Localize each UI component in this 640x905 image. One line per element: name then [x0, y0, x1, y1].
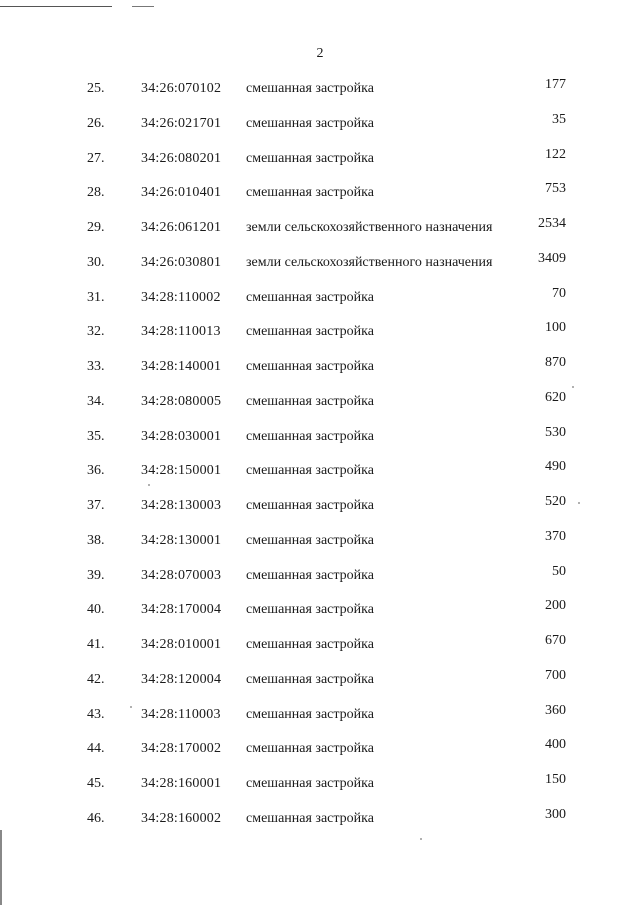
parcel-list	[0, 71, 640, 836]
land-use-type: смешанная застройка	[246, 115, 374, 131]
land-use-type: смешанная застройка	[246, 532, 374, 548]
row-number: 27.	[87, 150, 105, 166]
area-value: 753	[545, 181, 566, 197]
land-use-type: смешанная застройка	[246, 81, 374, 96]
cadastral-code: 34:28:110013	[141, 324, 221, 340]
table-row	[0, 592, 640, 627]
area-value: 300	[545, 806, 566, 822]
scan-artifact-edge	[0, 830, 2, 905]
land-use-type: смешанная застройка	[246, 463, 374, 479]
scan-speck	[420, 838, 422, 840]
land-use-type: смешанная застройка	[246, 498, 374, 513]
area-value: 70	[552, 285, 566, 301]
table-row	[0, 558, 640, 593]
table-row	[0, 71, 640, 106]
row-number: 38.	[87, 532, 105, 548]
area-value: 370	[545, 528, 566, 544]
table-row	[0, 488, 640, 523]
land-use-type: смешанная застройка	[246, 289, 374, 305]
cadastral-code: 34:28:160001	[141, 776, 222, 791]
row-number: 42.	[87, 671, 105, 687]
row-number: 39.	[87, 567, 105, 583]
table-row	[0, 245, 640, 280]
row-number: 25.	[87, 81, 105, 96]
cadastral-code: 34:28:170004	[141, 602, 222, 618]
cadastral-code: 34:28:160002	[141, 810, 222, 826]
area-value: 670	[545, 633, 566, 648]
cadastral-code: 34:26:080201	[141, 150, 222, 166]
table-row	[0, 349, 640, 384]
land-use-type: смешанная застройка	[246, 324, 374, 340]
table-row	[0, 766, 640, 801]
row-number: 44.	[87, 741, 105, 757]
row-number: 26.	[87, 115, 105, 131]
scan-speck	[572, 386, 574, 388]
area-value: 35	[552, 111, 566, 127]
area-value: 490	[545, 459, 566, 475]
cadastral-code: 34:26:061201	[141, 220, 222, 235]
cadastral-code: 34:28:110002	[141, 289, 221, 305]
area-value: 700	[545, 667, 566, 683]
row-number: 34.	[87, 393, 105, 409]
land-use-type: смешанная застройка	[246, 428, 374, 444]
area-value: 150	[545, 772, 566, 787]
land-use-type: смешанная застройка	[246, 706, 374, 722]
table-row	[0, 453, 640, 488]
row-number: 35.	[87, 428, 105, 444]
cadastral-code: 34:26:030801	[141, 254, 222, 270]
row-number: 30.	[87, 254, 105, 270]
land-use-type: смешанная застройка	[246, 359, 374, 374]
area-value: 100	[545, 320, 566, 336]
area-value: 200	[545, 598, 566, 614]
area-value: 870	[545, 355, 566, 370]
land-use-type: смешанная застройка	[246, 776, 374, 791]
area-value: 360	[545, 702, 566, 718]
cadastral-code: 34:28:010001	[141, 637, 222, 652]
table-row	[0, 523, 640, 558]
table-row	[0, 280, 640, 315]
area-value: 400	[545, 737, 566, 753]
area-value: 3409	[538, 250, 566, 266]
land-use-type: смешанная застройка	[246, 671, 374, 687]
row-number: 46.	[87, 810, 105, 826]
land-use-type: смешанная застройка	[246, 150, 374, 166]
scan-artifact-line	[0, 6, 112, 7]
area-value: 50	[552, 563, 566, 579]
row-number: 28.	[87, 185, 105, 201]
land-use-type: смешанная застройка	[246, 637, 374, 652]
table-row	[0, 731, 640, 766]
table-row	[0, 141, 640, 176]
cadastral-code: 34:26:010401	[141, 185, 222, 201]
table-row	[0, 384, 640, 419]
cadastral-code: 34:28:110003	[141, 706, 221, 722]
land-use-type: смешанная застройка	[246, 741, 374, 757]
cadastral-code: 34:28:030001	[141, 428, 222, 444]
area-value: 620	[545, 389, 566, 405]
table-row	[0, 801, 640, 836]
area-value: 177	[545, 77, 566, 92]
row-number: 32.	[87, 324, 105, 340]
land-use-type: земли сельскохозяйственного назначения	[246, 254, 493, 270]
row-number: 36.	[87, 463, 105, 479]
row-number: 29.	[87, 220, 105, 235]
table-row	[0, 662, 640, 697]
land-use-type: смешанная застройка	[246, 567, 374, 583]
scan-artifact-line	[132, 6, 154, 7]
area-value: 2534	[538, 216, 566, 231]
cadastral-code: 34:28:170002	[141, 741, 222, 757]
cadastral-code: 34:28:140001	[141, 359, 222, 374]
land-use-type: земли сельскохозяйственного назначения	[246, 220, 493, 235]
cadastral-code: 34:28:150001	[141, 463, 222, 479]
row-number: 41.	[87, 637, 105, 652]
table-row	[0, 697, 640, 732]
cadastral-code: 34:28:120004	[141, 671, 222, 687]
table-row	[0, 106, 640, 141]
row-number: 40.	[87, 602, 105, 618]
cadastral-code: 34:28:130001	[141, 532, 222, 548]
land-use-type: смешанная застройка	[246, 810, 374, 826]
row-number: 31.	[87, 289, 105, 305]
cadastral-code: 34:28:130003	[141, 498, 222, 513]
row-number: 45.	[87, 776, 105, 791]
row-number: 43.	[87, 706, 105, 722]
page-number: 2	[316, 46, 324, 61]
row-number: 37.	[87, 498, 105, 513]
table-row	[0, 175, 640, 210]
scan-speck	[148, 484, 150, 486]
row-number: 33.	[87, 359, 105, 374]
table-row	[0, 419, 640, 454]
area-value: 520	[545, 494, 566, 509]
cadastral-code: 34:28:080005	[141, 393, 222, 409]
land-use-type: смешанная застройка	[246, 602, 374, 618]
area-value: 122	[545, 146, 566, 162]
table-row	[0, 627, 640, 662]
cadastral-code: 34:28:070003	[141, 567, 222, 583]
land-use-type: смешанная застройка	[246, 185, 374, 201]
cadastral-code: 34:26:021701	[141, 115, 222, 131]
table-row	[0, 210, 640, 245]
table-row	[0, 314, 640, 349]
area-value: 530	[545, 424, 566, 440]
scan-speck	[130, 706, 132, 708]
land-use-type: смешанная застройка	[246, 393, 374, 409]
cadastral-code: 34:26:070102	[141, 81, 222, 96]
scan-speck	[578, 502, 580, 504]
